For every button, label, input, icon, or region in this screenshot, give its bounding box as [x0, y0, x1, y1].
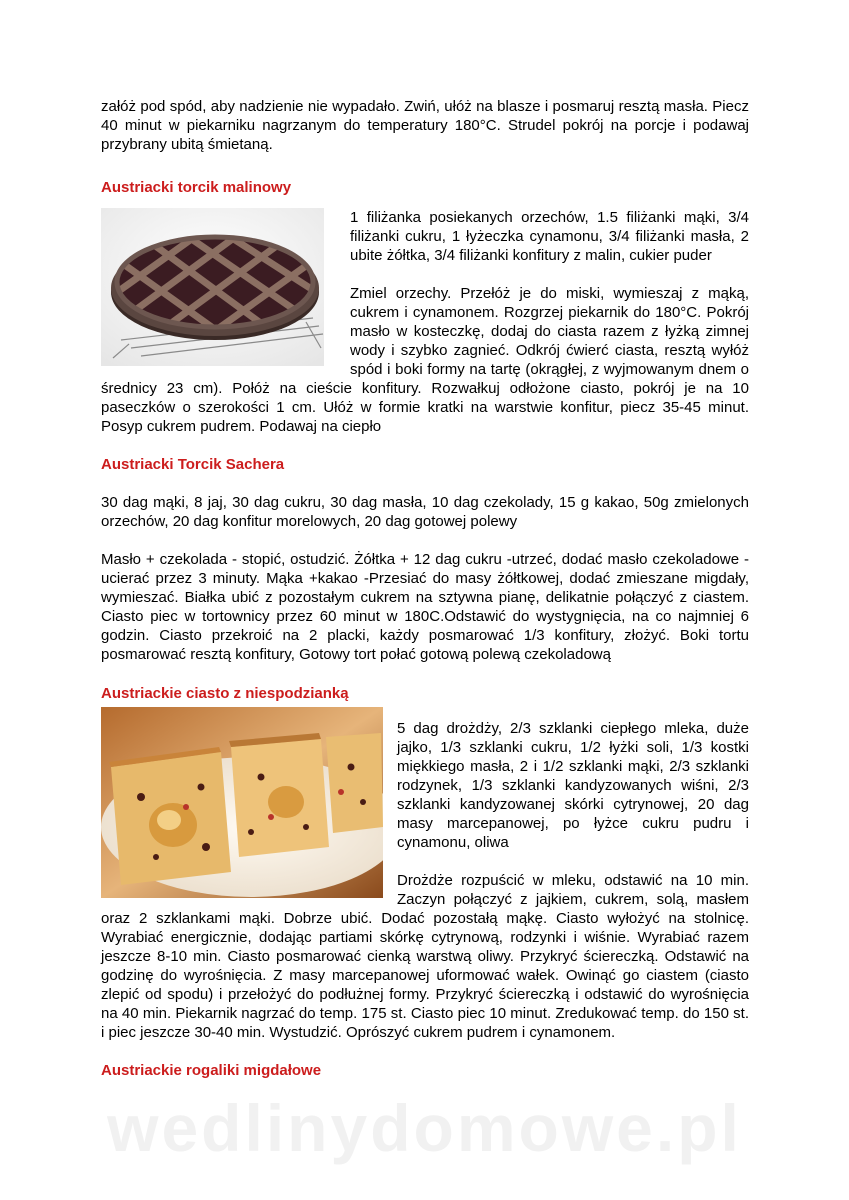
method-ciasto-z-niespodzianka: Drożdże rozpuścić w mleku, odstawić na 10 min. Zaczyn połączyć z jajkiem, cukrem, solą, masłem oraz 2 szklankami mąki. Dobrze ubić. Dodać pozostałą mąkę. Ciasto wyłożyć na stolnicę. Wyrabiać energicznie, dodając partiami skórkę cytrynową, rodzynki i wiśnie. Wyrabiać razem jeszcze 8-10 min. Ciasto posmarować cienką warstwą oliwy. Przykryć ściereczką. Odstawić na godzinę do wyrośnięcia. Z masy marcepanowej uformować wałek. Owinąć go ciastem (ciasto zlepić od spodu) i przełożyć do podłużnej formy. Przykryć ściereczką i odstawić do wyrośnięcia na 40 min. Piekarnik nagrzać do temp. 175 st. Ciasto piec 10 minut. Zredukować temp. do 150 st. i piec jeszcze 30-40 min. Wystudzić. Oprószyć cukrem pudrem i cynamonem. — [101, 872, 749, 1041]
document-page — [101, 97, 749, 1080]
recipe-title-rogaliki-migdalowe: Austriackie rogaliki migdałowe — [101, 1062, 322, 1079]
watermark-text: wedlinydomowe.pl — [107, 1091, 742, 1165]
marzipan-cake-photo — [101, 707, 383, 898]
ingredients-ciasto-z-niespodzianka: 5 dag drożdży, 2/3 szklanki ciepłego mleka, duże jajko, 1/3 szklanki cukru, 1/2 łyżki soli, 1/3 kostki miękkiego masła, 2 i 1/2 szklanki mąki, 2/3 szklanki rodzynek, 1/3 szklanki kandyzowanych wiśni, 2/3 szklanki kandyzowanej skórki cytrynowej, 20 dag masy marcepanowej, po łyżce cukru pudru i cynamonu, oliwa — [397, 720, 749, 851]
recipe-title-torcik-malinowy: Austriacki torcik malinowy — [101, 179, 292, 196]
recipe-body-ciasto-z-niespodzianka — [101, 707, 749, 1042]
raspberry-tart-photo — [101, 208, 324, 366]
recipe-body-torcik-malinowy — [101, 208, 749, 436]
method-torcik-sachera: Masło + czekolada - stopić, ostudzić. Żółtka + 12 dag cukru -utrzeć, dodać masło czekoladowe - ucierać przez 3 minuty. Mąka +kakao -Przesiać do masy żółtkowej, dodać zmieszane migdały, wymieszać. Białka ubić z pozostałym cukrem na sztywna pianę, delikatnie połączyć z ciastem. Ciasto piec w tortownicy przez 60 minut w 180C.Odstawić do wystygnięcia, na co najmniej 6 godzin. Ciasto przekroić na 2 placki, każdy posmarować 1/3 konfitury, złożyć. Boki tortu posmarować resztą konfitury, Gotowy tort połać gotową polewą czekoladową — [101, 551, 749, 663]
recipe-title-torcik-sachera: Austriacki Torcik Sachera — [101, 456, 285, 473]
intro-paragraph: załóż pod spód, aby nadzienie nie wypadało. Zwiń, ułóż na blasze i posmaruj resztą masła. Piecz 40 minut w piekarniku nagrzanym do temperatury 180°C. Strudel pokrój na porcje i podawaj przybrany ubitą śmietaną. — [101, 98, 749, 153]
ingredients-torcik-sachera: 30 dag mąki, 8 jaj, 30 dag cukru, 30 dag masła, 10 dag czekolady, 15 g kakao, 50g zmielonych orzechów, 20 dag konfitur morelowych, 20 dag gotowej polewy — [101, 494, 749, 530]
ingredients-torcik-malinowy: 1 filiżanka posiekanych orzechów, 1.5 filiżanki mąki, 3/4 filiżanki cukru, 1 łyżeczka cynamonu, 3/4 filiżanki masła, 2 ubite żółtka, 3/4 filiżanki konfitury z malin, cukier puder — [350, 209, 749, 264]
recipe-title-ciasto-z-niespodzianka: Austriackie ciasto z niespodzianką — [101, 685, 349, 702]
method-torcik-malinowy: Zmiel orzechy. Przełóż je do miski, wymieszaj z mąką, cukrem i cynamonem. Rozgrzej piekarnik do 180°C. Pokrój masło w kosteczkę, dodaj do ciasta razem z łyżką zimnej wody i szybko zagnieć. Odkrój ćwierć ciasta, resztą wyłóż spód i boki formy na tartę (okrągłej, z wyjmowanym dnem o średnicy 23 cm). Połóż na cieście konfitury. Rozwałkuj odłożone ciasto, pokrój je na 10 paseczków o szerokości 1 cm. Ułóż w formie kratki na warstwie konfitur, piecz 35-45 minut. Posyp cukrem pudrem. Podawaj na ciepło — [101, 285, 749, 435]
